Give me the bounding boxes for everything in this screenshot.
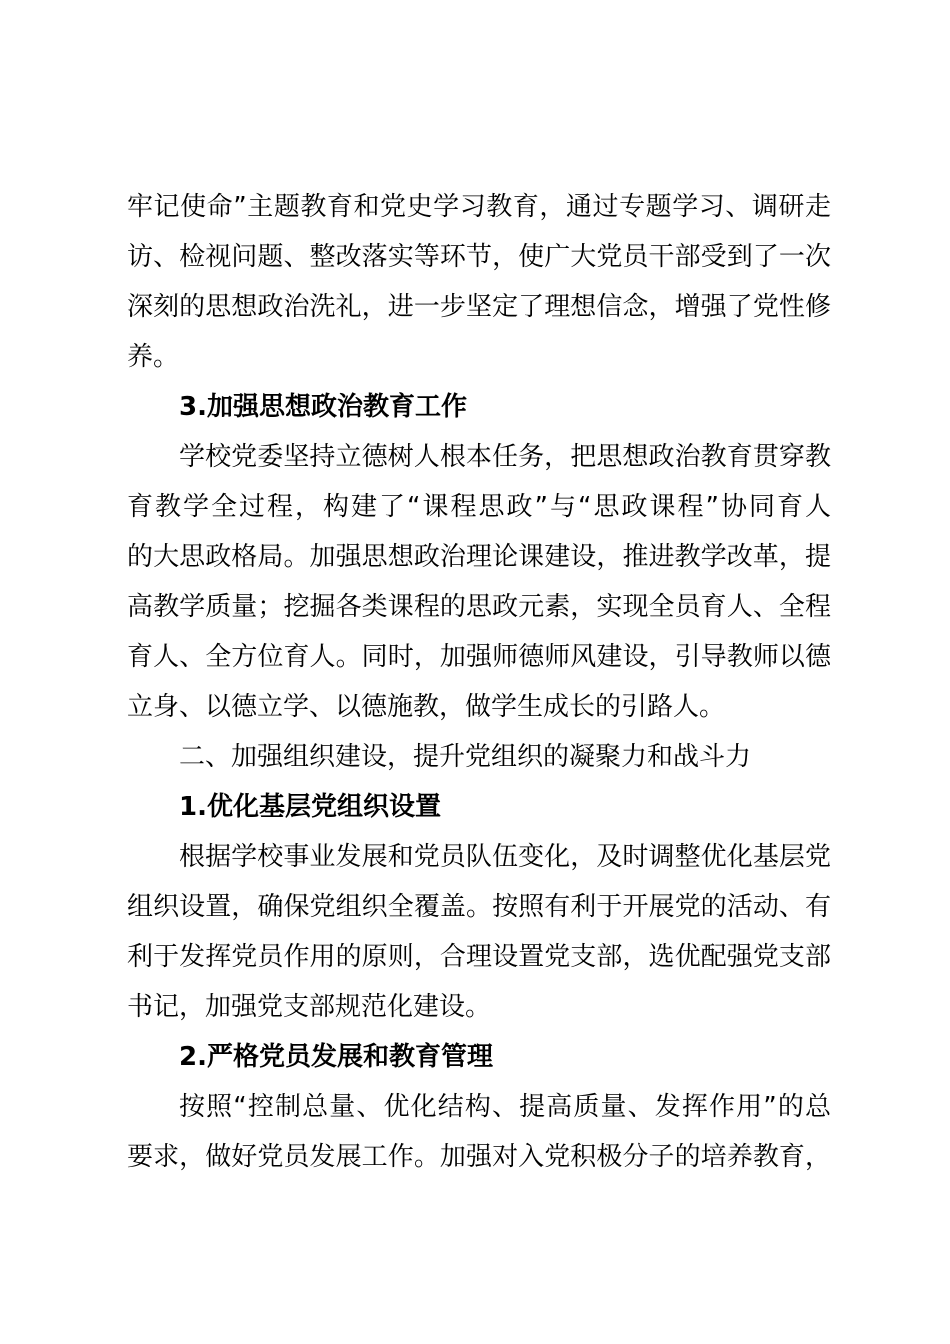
paragraph-line: 学校党委坚持立德树人根本任务，把思想政治教育贯穿教 (179, 442, 831, 472)
paragraph-line: 访、检视问题、整改落实等环节，使广大党员干部受到了一次 (127, 242, 831, 272)
paragraph-line: 组织设置，确保党组织全覆盖。按照有利于开展党的活动、有 (127, 892, 831, 922)
paragraph-line: 根据学校事业发展和党员队伍变化，及时调整优化基层党 (179, 842, 831, 872)
paragraph-line: 立身、以德立学、以德施教，做学生成长的引路人。 (127, 692, 726, 722)
section-heading: 2.严格党员发展和教育管理 (179, 1042, 493, 1072)
paragraph-line: 按照“控制总量、优化结构、提高质量、发挥作用”的总 (179, 1092, 831, 1122)
paragraph-line: 书记，加强党支部规范化建设。 (127, 992, 492, 1022)
paragraph-line: 育教学全过程，构建了“课程思政”与“思政课程”协同育人 (127, 492, 831, 522)
paragraph-line: 育人、全方位育人。同时，加强师德师风建设，引导教师以德 (127, 642, 831, 672)
paragraph-line: 牢记使命”主题教育和党史学习教育，通过专题学习、调研走 (127, 192, 831, 222)
paragraph-line: 深刻的思想政治洗礼，进一步坚定了理想信念，增强了党性修 (127, 292, 831, 322)
section-heading: 1.优化基层党组织设置 (179, 792, 441, 822)
paragraph-line: 的大思政格局。加强思想政治理论课建设，推进教学改革，提 (127, 542, 831, 572)
section-heading: 3.加强思想政治教育工作 (179, 392, 467, 422)
paragraph-line: 养。 (127, 342, 180, 372)
paragraph-line: 高教学质量；挖掘各类课程的思政元素，实现全员育人、全程 (127, 592, 831, 622)
paragraph-line: 利于发挥党员作用的原则，合理设置党支部，选优配强党支部 (127, 942, 831, 972)
paragraph-line: 要求，做好党员发展工作。加强对入党积极分子的培养教育， (127, 1142, 831, 1172)
chapter-heading: 二、加强组织建设，提升党组织的凝聚力和战斗力 (179, 742, 752, 772)
